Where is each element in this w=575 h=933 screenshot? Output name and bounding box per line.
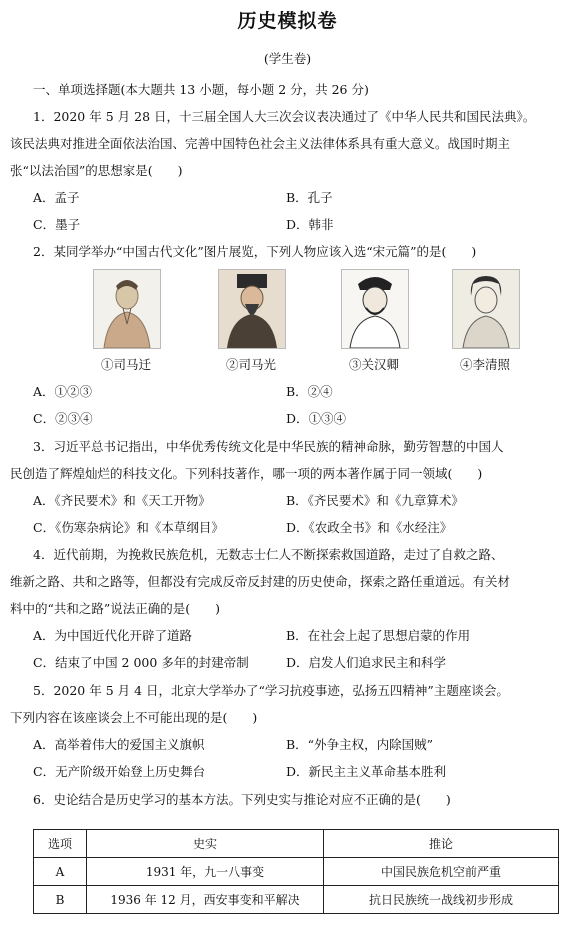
q3-option-c: C．《伤寒杂病论》和《本草纲目》 (33, 520, 224, 535)
q4-option-b: B．在社会上起了思想启蒙的作用 (286, 628, 471, 643)
q4-option-d: D．启发人们追求民主和科学 (286, 655, 447, 670)
history-fact-table (33, 829, 559, 914)
section-heading: 一、单项选择题(本大题共 13 小题，每小题 2 分，共 26 分) (33, 82, 369, 97)
q4-option-a: A．为中国近代化开辟了道路 (33, 628, 193, 643)
table-cell: 抗日民族统一战线初步形成 (324, 886, 559, 914)
portrait-sima-guang (218, 269, 286, 349)
question-2-text: 2．某同学举办“中国古代文化”图片展览，下列人物应该入选“宋元篇”的是( ) (33, 244, 477, 259)
table-header-cell: 史实 (87, 830, 324, 858)
portrait-sima-qian (93, 269, 161, 349)
q3-option-a: A．《齐民要术》和《天工开物》 (33, 493, 211, 508)
table-cell: 中国民族危机空前严重 (324, 858, 559, 886)
question-5-line-2: 下列内容在该座谈会上不可能出现的是( ) (10, 710, 258, 725)
table-header-row (34, 830, 559, 858)
q5-option-d: D．新民主主义革命基本胜利 (286, 764, 447, 779)
q2-option-a: A．①②③ (33, 384, 93, 399)
exam-title: 历史模拟卷 (237, 10, 338, 32)
question-1-line-1: 1．2020 年 5 月 28 日，十三届全国人大三次会议表决通过了《中华人民共和国民法典》。 (33, 109, 536, 124)
question-3-line-1: 3．习近平总书记指出，中华优秀传统文化是中华民族的精神命脉，勤劳智慧的中国人 (33, 439, 504, 454)
q5-option-b: B．“外争主权，内除国贼” (286, 737, 433, 752)
table-row (34, 886, 559, 914)
q1-option-c: C．墨子 (33, 217, 81, 232)
question-4-line-3: 料中的“共和之路”说法正确的是( ) (10, 601, 221, 616)
q2-option-b: B．②④ (286, 384, 333, 399)
caption-2: ②司马光 (225, 357, 276, 372)
q2-option-c: C．②③④ (33, 411, 93, 426)
question-4-line-2: 维新之路、共和之路等，但都没有完成反帝反封建的历史使命，探索之路任重道远。有关材 (10, 574, 511, 589)
q5-option-c: C．无产阶级开始登上历史舞台 (33, 764, 206, 779)
portrait-guan-hanqing (341, 269, 409, 349)
caption-1: ①司马迁 (100, 357, 151, 372)
question-3-line-2: 民创造了辉煌灿烂的科技文化。下列科技著作，哪一项的两本著作属于同一领域( ) (10, 466, 483, 481)
q2-option-d: D．①③④ (286, 411, 347, 426)
q3-option-d: D．《农政全书》和《水经注》 (286, 520, 453, 535)
question-1-line-2: 该民法典对推进全面依法治国、完善中国特色社会主义法律体系具有重大意义。战国时期主 (10, 136, 511, 151)
table-row (34, 858, 559, 886)
table-header-cell: 推论 (324, 830, 559, 858)
table-cell: B (34, 886, 87, 914)
exam-subtitle: (学生卷) (263, 51, 312, 66)
question-4-line-1: 4．近代前期，为挽救民族危机，无数志士仁人不断探索救国道路，走过了自救之路、 (33, 547, 504, 562)
table-cell: A (34, 858, 87, 886)
q5-option-a: A．高举着伟大的爱国主义旗帜 (33, 737, 205, 752)
table-cell: 1931 年，九一八事变 (87, 858, 324, 886)
q4-option-c: C．结束了中国 2 000 多年的封建帝制 (33, 655, 249, 670)
q1-option-d: D．韩非 (286, 217, 334, 232)
question-1-line-3: 张“以法治国”的思想家是( ) (10, 163, 183, 178)
table-cell: 1936 年 12 月，西安事变和平解决 (87, 886, 324, 914)
question-6-text: 6．史论结合是历史学习的基本方法。下列史实与推论对应不正确的是( ) (33, 792, 451, 807)
q1-option-a: A．孟子 (33, 190, 80, 205)
caption-4: ④李清照 (459, 357, 510, 372)
caption-3: ③关汉卿 (348, 357, 399, 372)
question-5-line-1: 5．2020 年 5 月 4 日，北京大学举办了“学习抗疫事迹，弘扬五四精神”主题座谈会。 (33, 683, 509, 698)
q3-option-b: B．《齐民要术》和《九章算术》 (286, 493, 464, 508)
q1-option-b: B．孔子 (286, 190, 333, 205)
portrait-li-qingzhao (452, 269, 520, 349)
table-header-cell: 选项 (34, 830, 87, 858)
